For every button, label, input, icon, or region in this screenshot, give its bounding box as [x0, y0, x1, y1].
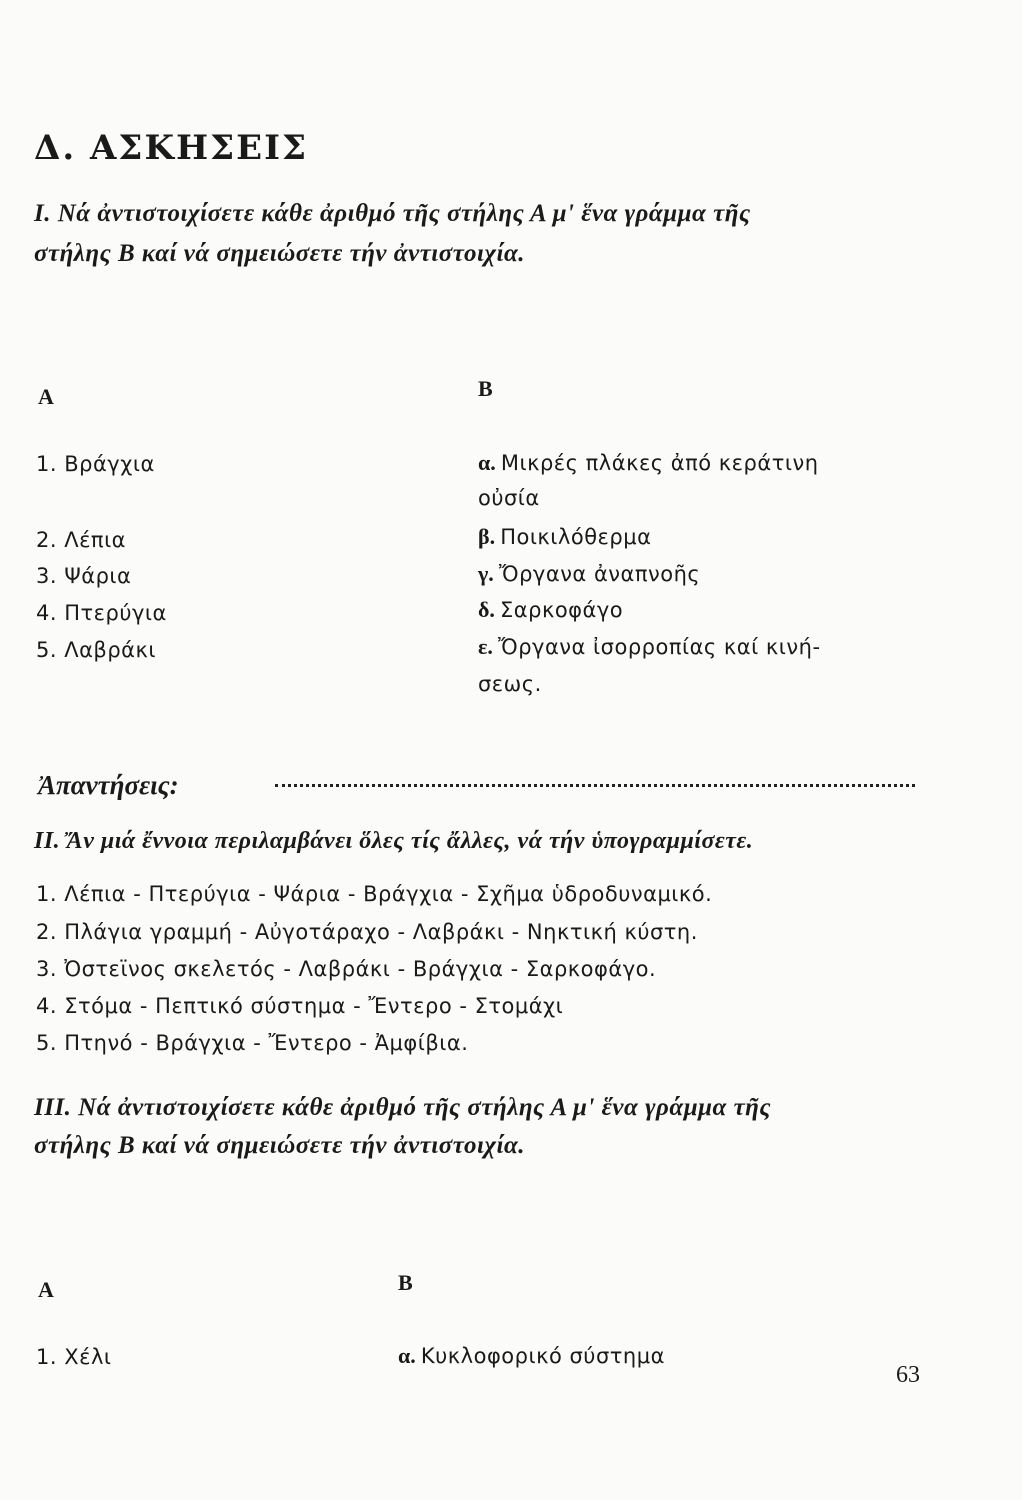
- ex1-column-b-item: [478, 524, 651, 550]
- ex1-column-a-item: 2. Λέπια: [36, 528, 127, 552]
- ex3-column-b-header: Β: [398, 1270, 413, 1295]
- ex3-column-a-item: 1. Χέλι: [36, 1345, 112, 1369]
- item-text: Κυκλοφορικό σύστημα: [420, 1344, 665, 1368]
- ex1-column-b-item: [478, 634, 821, 660]
- item-letter: γ.: [478, 561, 494, 586]
- ex3-column-b-item: [398, 1343, 665, 1369]
- item-text: Ὄργανα ἀναπνοῆς: [498, 562, 701, 586]
- ex1-column-b-item: [478, 561, 700, 587]
- ex2-item: 3. Ὀστεϊνος σκελετός - Λαβράκι - Βράγχια - Σαρκοφάγο.: [36, 957, 657, 981]
- section-heading: Δ. ΑΣΚΗΣΕΙΣ: [34, 128, 309, 168]
- ex2-item: 5. Πτηνό - Βράγχια - Ἔντερο - Ἀμφίβια.: [36, 1031, 469, 1055]
- item-letter: α.: [478, 450, 496, 475]
- ex1-column-a-item: 1. Βράγχια: [36, 452, 155, 476]
- ex1-column-a-item: 3. Ψάρια: [36, 564, 132, 588]
- ex2-item: 1. Λέπια - Πτερύγια - Ψάρια - Βράγχια - Σχῆμα ὑδροδυναμικό.: [36, 882, 713, 906]
- ex1-column-b-item: [478, 597, 623, 623]
- ex1-column-a-item: 5. Λαβράκι: [36, 638, 156, 662]
- item-letter: α.: [398, 1343, 416, 1368]
- ex1-column-a-header: Α: [38, 384, 54, 409]
- ex1-column-b-item: [478, 450, 819, 476]
- page-number: 63: [896, 1362, 920, 1388]
- item-text: Ποικιλόθερμα: [500, 525, 652, 549]
- item-letter: δ.: [478, 597, 495, 622]
- ex1-column-a-item: 4. Πτερύγια: [36, 601, 167, 625]
- answers-label: Ἀπαντήσεις:: [38, 770, 179, 800]
- ex3-column-a-header: Α: [38, 1277, 54, 1302]
- ex1-column-b-item-continuation: σεως.: [478, 672, 542, 696]
- ex2-item: 2. Πλάγια γραμμή - Αὐγοτάραχο - Λαβράκι - Νηκτική κύστη.: [36, 920, 698, 944]
- ex1-column-b-item-continuation: οὐσία: [478, 486, 540, 510]
- answer-dotted-line: [275, 784, 915, 787]
- ex1-instruction-line2: στήλης Β καί νά σημειώσετε τήν ἀντιστοιχία.: [34, 240, 526, 267]
- ex2-instruction: II. Ἄν μιά ἔννοια περιλαμβάνει ὅλες τίς ἄλλες, νά τήν ὑπογραμμίσετε.: [34, 828, 754, 854]
- ex1-column-b-header: Β: [478, 376, 493, 401]
- ex1-instruction-line1: I. Νά ἀντιστοιχίσετε κάθε ἀριθμό τῆς στήλης Α μ' ἕνα γράμμα τῆς: [34, 200, 751, 227]
- item-text: Ὄργανα ἰσορροπίας καί κινή-: [498, 635, 821, 659]
- item-letter: ε.: [478, 634, 493, 659]
- ex3-instruction-line2: στήλης Β καί νά σημειώσετε τήν ἀντιστοιχία.: [34, 1132, 526, 1159]
- item-letter: β.: [478, 524, 496, 549]
- item-text: Μικρές πλάκες ἀπό κεράτινη: [500, 451, 819, 475]
- ex2-item: 4. Στόμα - Πεπτικό σύστημα - Ἔντερο - Στομάχι: [36, 994, 564, 1018]
- ex3-instruction-line1: III. Νά ἀντιστοιχίσετε κάθε ἀριθμό τῆς στήλης Α μ' ἕνα γράμμα τῆς: [34, 1094, 772, 1121]
- item-text: Σαρκοφάγο: [500, 598, 624, 622]
